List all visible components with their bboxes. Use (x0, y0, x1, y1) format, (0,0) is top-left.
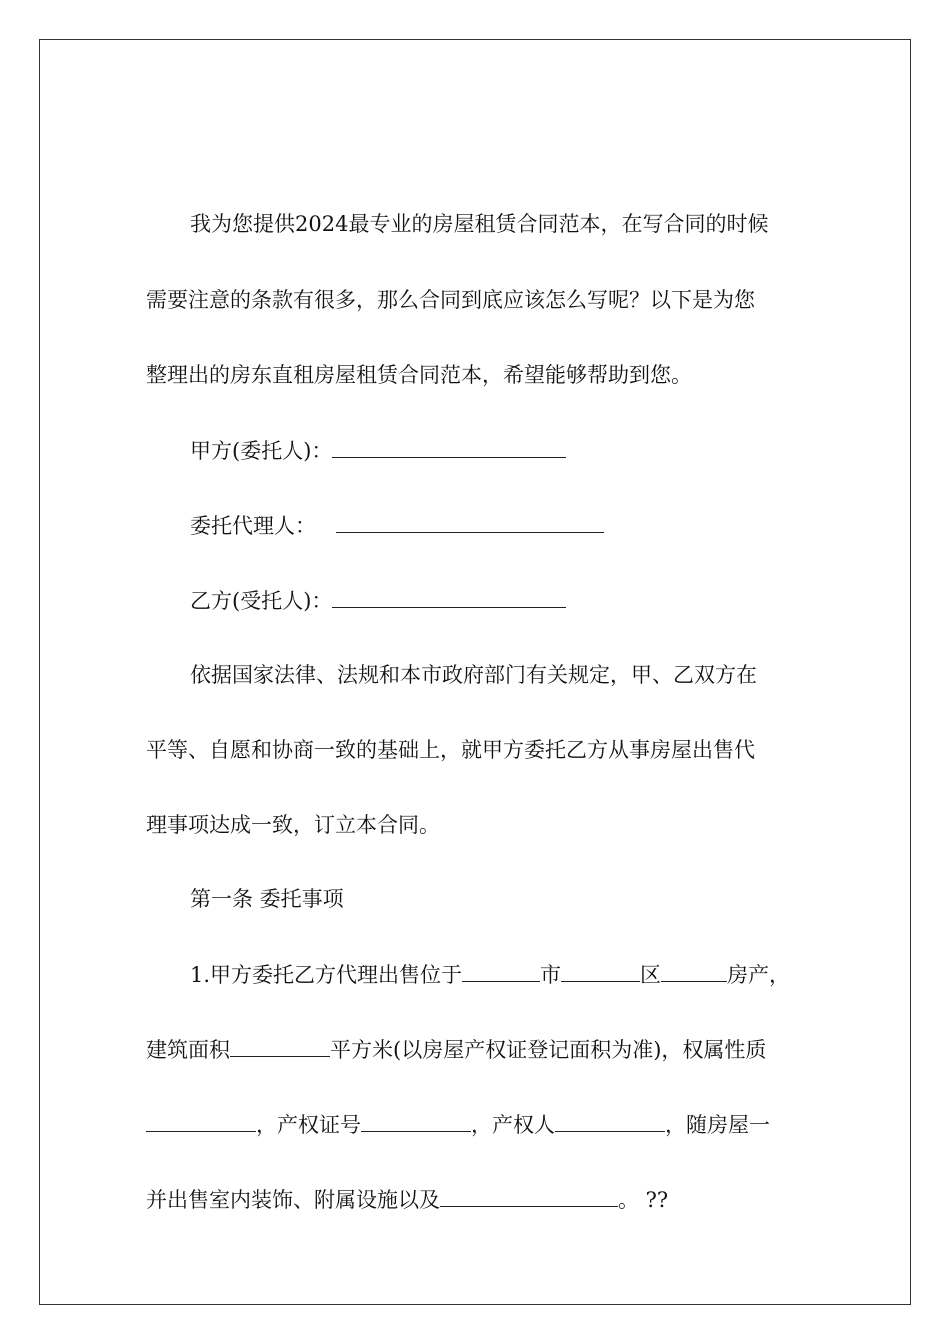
article-1-clause-1-line-1 (190, 959, 790, 989)
agent-label: 委托代理人： (190, 514, 316, 538)
clause-text: 房产， (727, 963, 791, 987)
fixtures-blank (440, 1184, 618, 1207)
certificate-number-blank (361, 1109, 471, 1132)
article-1-clause-1-line-4 (146, 1184, 668, 1214)
party-a-label: 甲方(委托人)： (190, 439, 333, 463)
clause-text: ，随房屋一 (665, 1113, 770, 1137)
clause-text: 平方米(以房屋产权证登记面积为准)，权属性质 (330, 1038, 767, 1062)
article-1-clause-1-line-2 (146, 1034, 766, 1064)
clause-text: 市 (540, 963, 562, 987)
preamble-line-1: 依据国家法律、法规和本市政府部门有关规定，甲、乙双方在 (190, 663, 757, 687)
city-blank (462, 959, 540, 982)
party-b-label: 乙方(受托人)： (190, 589, 333, 613)
intro-line-3: 整理出的房东直租房屋租赁合同范本，希望能够帮助到您。 (146, 363, 692, 387)
party-a-row (190, 435, 566, 465)
party-b-blank (332, 585, 566, 608)
clause-text: 。 ?? (618, 1188, 669, 1212)
clause-text: 建筑面积 (146, 1038, 230, 1062)
area-blank (230, 1034, 330, 1057)
clause-text: 区 (640, 963, 662, 987)
article-1-heading: 第一条 委托事项 (190, 887, 344, 911)
agent-blank (336, 510, 604, 533)
article-1-clause-1-line-3 (146, 1109, 770, 1139)
clause-text: ，产权证号 (256, 1113, 361, 1137)
clause-text: 并出售室内装饰、附属设施以及 (146, 1188, 440, 1212)
district-blank (561, 959, 640, 982)
preamble-line-2: 平等、自愿和协商一致的基础上，就甲方委托乙方从事房屋出售代 (146, 738, 755, 762)
party-b-row (190, 585, 566, 615)
intro-line-2: 需要注意的条款有很多，那么合同到底应该怎么写呢？以下是为您 (146, 288, 755, 312)
party-a-blank (332, 435, 566, 458)
preamble-line-3: 理事项达成一致，订立本合同。 (146, 813, 440, 837)
clause-text: ，产权人 (471, 1113, 555, 1137)
ownership-type-blank (146, 1109, 256, 1132)
clause-text: 1.甲方委托乙方代理出售位于 (190, 963, 463, 987)
owner-blank (555, 1109, 665, 1132)
property-blank (661, 959, 727, 982)
agent-row (190, 510, 604, 540)
intro-line-1: 我为您提供2024最专业的房屋租赁合同范本，在写合同的时候 (190, 212, 769, 236)
